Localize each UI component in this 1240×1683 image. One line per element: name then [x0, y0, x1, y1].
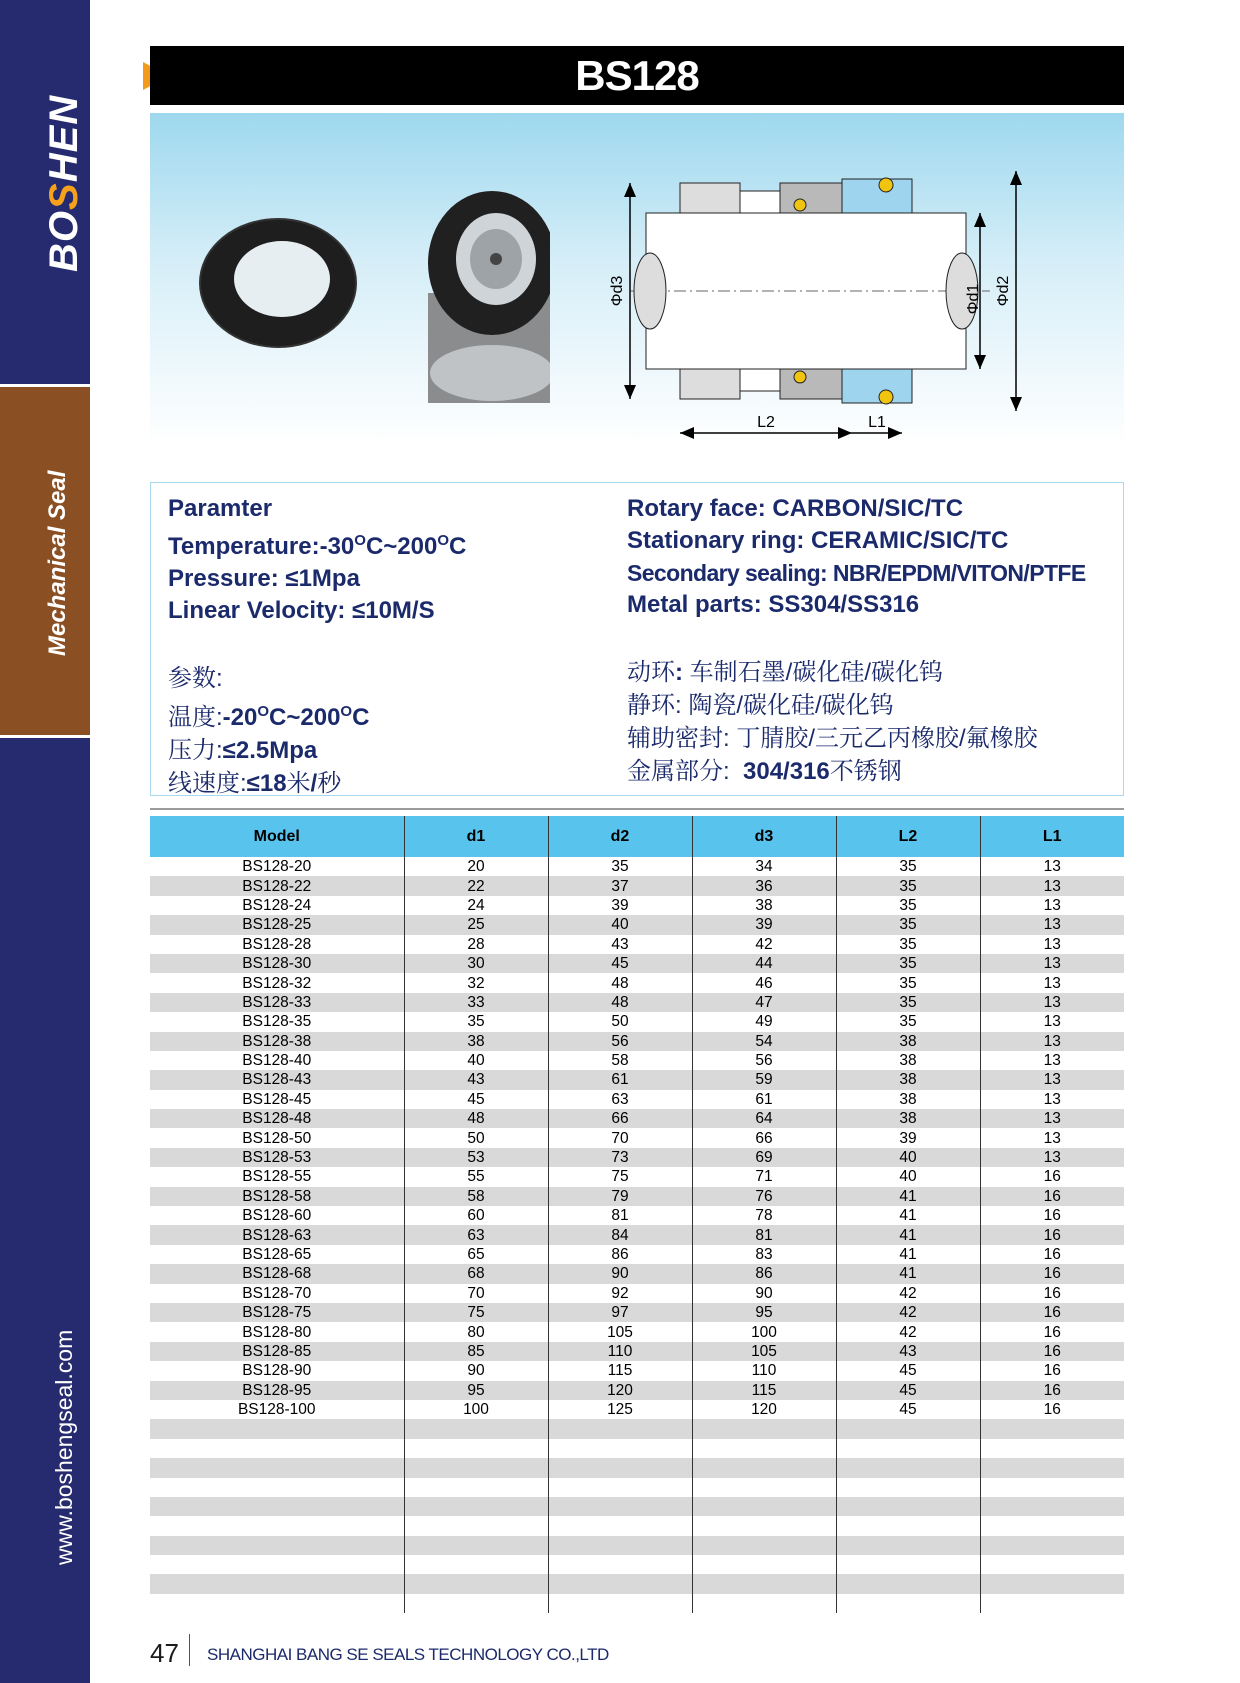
table-cell: 46	[692, 973, 836, 992]
blank-row	[150, 1594, 1124, 1613]
table-cell: 90	[692, 1284, 836, 1303]
table-row	[150, 935, 1124, 954]
table-row	[150, 1381, 1124, 1400]
table-cell: 115	[692, 1381, 836, 1400]
table-cell: 86	[548, 1245, 692, 1264]
table-cell: 38	[836, 1109, 980, 1128]
table-cell: 35	[836, 857, 980, 876]
table-cell: BS128-35	[242, 1013, 312, 1031]
table-cell: 125	[548, 1400, 692, 1419]
table-cell: 50	[404, 1128, 548, 1147]
table-row	[150, 1148, 1124, 1167]
table-cell: 66	[692, 1128, 836, 1147]
table-cell: 105	[548, 1322, 692, 1341]
table-cell: 16	[980, 1361, 1124, 1380]
table-cell: BS128-40	[242, 1052, 312, 1070]
parameters-box	[150, 482, 1124, 796]
table-cell: 55	[404, 1167, 548, 1186]
table-cell: 47	[692, 993, 836, 1012]
brand-text: BOSHEN	[42, 94, 86, 272]
table-row	[150, 1264, 1124, 1283]
table-cell: BS128-90	[242, 1362, 312, 1380]
table-row	[150, 1245, 1124, 1264]
product-image-panel	[150, 113, 1124, 446]
table-cell: 20	[404, 857, 548, 876]
table-cell: BS128-53	[150, 1148, 404, 1167]
table-cell: 13	[980, 954, 1124, 973]
param-pressure: Pressure: ≤1Mpa	[168, 565, 360, 592]
blank-row	[150, 1458, 1124, 1477]
table-row	[150, 1361, 1124, 1380]
table-cell: 45	[836, 1400, 980, 1419]
param-cn-pressure: 压力:≤2.5Mpa	[168, 737, 318, 764]
table-cell: 13	[980, 1128, 1124, 1147]
parameters-left	[168, 493, 466, 800]
table-cell: BS128-28	[242, 935, 312, 953]
table-cell: BS128-65	[242, 1246, 312, 1263]
table-cell: 61	[548, 1070, 692, 1089]
table-cell: BS128-68	[150, 1264, 404, 1283]
table-row	[150, 1167, 1124, 1186]
table-cell: 42	[692, 935, 836, 954]
table-cell: BS128-25	[150, 915, 404, 934]
table-cell: 90	[404, 1361, 548, 1380]
table-cell: 37	[548, 876, 692, 895]
table-cell: 16	[980, 1225, 1124, 1244]
label-l2: L2	[757, 414, 775, 431]
table-row	[150, 896, 1124, 915]
material-cn-secondary: 辅助密封: 丁腈胶/三元乙丙橡胶/氟橡胶	[627, 725, 1038, 752]
table-cell: BS128-55	[242, 1168, 312, 1186]
table-cell: 13	[980, 1109, 1124, 1128]
table-cell: 16	[980, 1245, 1124, 1264]
table-cell: 41	[836, 1264, 980, 1283]
label-l1: L1	[868, 414, 886, 431]
table-cell: 39	[692, 915, 836, 934]
table-cell: 40	[836, 1167, 980, 1186]
table-cell: 97	[548, 1303, 692, 1322]
param-cn-heading: 参数:	[168, 665, 223, 692]
table-row	[150, 1322, 1124, 1341]
table-cell: 24	[404, 896, 548, 915]
table-cell: 41	[836, 1187, 980, 1206]
table-cell: 61	[692, 1090, 836, 1109]
blank-row	[150, 1516, 1124, 1535]
table-cell: 92	[548, 1284, 692, 1303]
column-header: d1	[404, 816, 548, 857]
table-row	[150, 1284, 1124, 1303]
table-cell: 35	[836, 915, 980, 934]
table-cell: BS128-50	[242, 1129, 312, 1147]
website-link[interactable]: www.boshengseal.com	[51, 1329, 77, 1565]
divider	[150, 808, 1124, 810]
table-cell: 70	[548, 1128, 692, 1147]
table-cell: 38	[836, 1070, 980, 1089]
table-cell: 45	[404, 1090, 548, 1109]
table-cell: 13	[980, 1051, 1124, 1070]
param-velocity: Linear Velocity: ≤10M/S	[168, 597, 435, 624]
table-cell: 59	[692, 1070, 836, 1089]
table-cell: 16	[980, 1400, 1124, 1419]
table-row	[150, 876, 1124, 895]
table-cell: 35	[836, 973, 980, 992]
material-metal: Metal parts: SS304/SS316	[627, 591, 920, 618]
table-cell: BS128-24	[242, 896, 312, 914]
table-cell: 38	[836, 1051, 980, 1070]
table-body	[150, 857, 1124, 1613]
table-cell: 13	[980, 1070, 1124, 1089]
table-row	[150, 1400, 1124, 1419]
table-cell: 16	[980, 1381, 1124, 1400]
label-d1: Φd1	[965, 283, 982, 315]
table-row	[150, 954, 1124, 973]
table-row	[150, 1187, 1124, 1206]
table-cell: 40	[548, 915, 692, 934]
table-cell: 63	[404, 1225, 548, 1244]
section-label: Mechanical Seal	[44, 470, 71, 656]
blank-row	[150, 1497, 1124, 1516]
table-row	[150, 1051, 1124, 1070]
table-row	[150, 1090, 1124, 1109]
column-header: d3	[692, 816, 836, 857]
table-cell: BS128-58	[150, 1187, 404, 1206]
table-row	[150, 1032, 1124, 1051]
table-cell: 58	[404, 1187, 548, 1206]
table-cell: 48	[548, 993, 692, 1012]
table-cell: 38	[836, 1032, 980, 1051]
table-cell: 16	[980, 1187, 1124, 1206]
company-name: SHANGHAI BANG SE SEALS TECHNOLOGY CO.,LTD	[207, 1645, 609, 1664]
table-cell: 44	[692, 954, 836, 973]
table-cell: 90	[548, 1264, 692, 1283]
table-cell: 81	[548, 1206, 692, 1225]
product-photo	[190, 183, 550, 403]
table-cell: 42	[836, 1284, 980, 1303]
table-cell: 63	[548, 1090, 692, 1109]
table-cell: 84	[548, 1225, 692, 1244]
table-cell: 28	[404, 935, 548, 954]
table-cell: BS128-45	[242, 1090, 312, 1108]
table-cell: 13	[980, 1012, 1124, 1031]
param-temperature: $Temperature:-30^OC\sim 200^OC$	[168, 532, 467, 560]
table-cell: 35	[404, 1012, 548, 1031]
label-d3: Φd3	[609, 275, 626, 307]
page-number: 47	[150, 1638, 179, 1668]
table-cell: 100	[692, 1322, 836, 1341]
column-header: d2	[548, 816, 692, 857]
table-cell: 70	[404, 1284, 548, 1303]
table-cell: 76	[692, 1187, 836, 1206]
table-cell: 95	[404, 1381, 548, 1400]
table-cell: BS128-95	[150, 1381, 404, 1400]
material-stationary: Stationary ring: CERAMIC/SIC/TC	[627, 527, 1009, 554]
table-cell: 95	[692, 1303, 836, 1322]
table-cell: 38	[692, 896, 836, 915]
table-cell: 43	[548, 935, 692, 954]
material-cn-rotary: 动环: 车制石墨/碳化硅/碳化钨	[627, 659, 944, 686]
table-cell: 64	[692, 1109, 836, 1128]
table-cell: 75	[548, 1167, 692, 1186]
table-cell: 40	[404, 1051, 548, 1070]
table-cell: BS128-63	[150, 1225, 404, 1244]
table-cell: 25	[404, 915, 548, 934]
table-cell: 53	[404, 1148, 548, 1167]
table-cell: BS128-20	[242, 858, 312, 876]
table-cell: 35	[836, 954, 980, 973]
param-cn-temperature: 温度$:-20^OC\sim 200^OC$	[168, 703, 370, 731]
column-header: L2	[836, 816, 980, 857]
seal-drawing	[590, 143, 1050, 443]
table-cell: BS128-60	[242, 1207, 312, 1225]
table-row	[150, 1342, 1124, 1361]
table-cell: 35	[836, 993, 980, 1012]
table-cell: 105	[692, 1342, 836, 1361]
table-cell: 16	[980, 1322, 1124, 1341]
table-cell: BS128-30	[150, 954, 404, 973]
table-cell: BS128-80	[242, 1323, 312, 1341]
table-cell: 13	[980, 935, 1124, 954]
table-cell: 48	[548, 973, 692, 992]
material-cn-stationary: 静环: 陶瓷/碳化硅/碳化钨	[627, 692, 894, 719]
table-cell: 38	[404, 1032, 548, 1051]
table-cell: 80	[404, 1322, 548, 1341]
table-cell: 13	[980, 915, 1124, 934]
blank-row	[150, 1419, 1124, 1438]
table-cell: BS128-48	[150, 1109, 404, 1128]
table-cell: 42	[836, 1322, 980, 1341]
table-cell: 35	[836, 896, 980, 915]
table-cell: 13	[980, 857, 1124, 876]
table-header	[150, 816, 1124, 857]
table-cell: 50	[548, 1012, 692, 1031]
table-cell: 115	[548, 1361, 692, 1380]
table-row	[150, 1303, 1124, 1322]
brand-logo	[42, 95, 87, 272]
table-cell: 38	[836, 1090, 980, 1109]
material-rotary: Rotary face: CARBON/SIC/TC	[627, 495, 964, 522]
table-cell: BS128-85	[150, 1342, 404, 1361]
table-cell: 39	[548, 896, 692, 915]
table-cell: 16	[980, 1303, 1124, 1322]
table-cell: 71	[692, 1167, 836, 1186]
table-cell: 54	[692, 1032, 836, 1051]
table-cell: 66	[548, 1109, 692, 1128]
table-cell: 86	[692, 1264, 836, 1283]
table-cell: 35	[836, 876, 980, 895]
table-cell: 35	[836, 1012, 980, 1031]
table-cell: 42	[836, 1303, 980, 1322]
table-cell: 60	[404, 1206, 548, 1225]
table-cell: 35	[836, 935, 980, 954]
table-cell: 83	[692, 1245, 836, 1264]
table-cell: 35	[548, 857, 692, 876]
table-row	[150, 973, 1124, 992]
table-cell: 120	[692, 1400, 836, 1419]
table-row	[150, 1012, 1124, 1031]
blank-row	[150, 1555, 1124, 1574]
table-cell: 45	[836, 1361, 980, 1380]
table-cell: 110	[692, 1361, 836, 1380]
table-cell: BS128-22	[150, 876, 404, 895]
table-row	[150, 1206, 1124, 1225]
table-cell: 16	[980, 1284, 1124, 1303]
table-cell: 13	[980, 896, 1124, 915]
table-cell: 81	[692, 1225, 836, 1244]
table-cell: BS128-33	[150, 993, 404, 1012]
table-row	[150, 857, 1124, 876]
table-cell: 40	[836, 1148, 980, 1167]
material-cn-metal: 金属部分: 304/316不锈钢	[627, 758, 902, 785]
blank-row	[150, 1478, 1124, 1497]
table-cell: 79	[548, 1187, 692, 1206]
table-row	[150, 1070, 1124, 1089]
table-cell: 41	[836, 1206, 980, 1225]
table-cell: 13	[980, 1032, 1124, 1051]
table-cell: 100	[404, 1400, 548, 1419]
table-cell: 22	[404, 876, 548, 895]
table-row	[150, 1109, 1124, 1128]
table-cell: 16	[980, 1206, 1124, 1225]
label-d2: Φd2	[995, 275, 1012, 307]
table-cell: 16	[980, 1264, 1124, 1283]
table-cell: 48	[404, 1109, 548, 1128]
table-cell: 120	[548, 1381, 692, 1400]
table-cell: 36	[692, 876, 836, 895]
table-cell: 56	[548, 1032, 692, 1051]
spec-table	[150, 816, 1124, 1613]
blank-row	[150, 1439, 1124, 1458]
parameters-right	[627, 493, 1086, 788]
table-cell: 34	[692, 857, 836, 876]
table-cell: 58	[548, 1051, 692, 1070]
blank-row	[150, 1536, 1124, 1555]
table-cell: 32	[404, 973, 548, 992]
table-cell: 49	[692, 1012, 836, 1031]
table-cell: 30	[404, 954, 548, 973]
table-cell: 85	[404, 1342, 548, 1361]
table-cell: BS128-100	[237, 1401, 316, 1419]
table-cell: BS128-70	[242, 1284, 312, 1302]
table-row	[150, 993, 1124, 1012]
table-cell: 110	[548, 1342, 692, 1361]
table-cell: 16	[980, 1342, 1124, 1361]
table-cell: BS128-75	[150, 1303, 404, 1322]
table-cell: BS128-32	[242, 974, 312, 992]
table-cell: 13	[980, 973, 1124, 992]
table-cell: 45	[836, 1381, 980, 1400]
table-cell: 65	[404, 1245, 548, 1264]
table-row	[150, 1128, 1124, 1147]
table-cell: 41	[836, 1225, 980, 1244]
table-row	[150, 1225, 1124, 1244]
footer-divider	[189, 1634, 190, 1666]
table-cell: 13	[980, 1090, 1124, 1109]
table-cell: 43	[404, 1070, 548, 1089]
blank-row	[150, 1574, 1124, 1593]
table-cell: 41	[836, 1245, 980, 1264]
table-cell: 73	[548, 1148, 692, 1167]
table-cell: 33	[404, 993, 548, 1012]
column-header: L1	[980, 816, 1124, 857]
table-row	[150, 915, 1124, 934]
table-cell: 75	[404, 1303, 548, 1322]
table-cell: 45	[548, 954, 692, 973]
table-cell: 68	[404, 1264, 548, 1283]
table-cell: BS128-43	[150, 1070, 404, 1089]
table-cell: 13	[980, 1148, 1124, 1167]
table-cell: 69	[692, 1148, 836, 1167]
material-secondary: Secondary sealing: NBR/EPDM/VITON/PTFE	[627, 560, 1086, 586]
table-cell: 56	[692, 1051, 836, 1070]
column-header: Model	[150, 816, 404, 857]
page-title: BS128	[150, 46, 1124, 105]
param-heading: Paramter	[168, 495, 273, 522]
table-cell: 13	[980, 876, 1124, 895]
table-cell: 39	[836, 1128, 980, 1147]
param-cn-velocity: 线速度:≤18米/秒	[168, 770, 342, 797]
table-cell: BS128-38	[150, 1032, 404, 1051]
table-cell: 43	[836, 1342, 980, 1361]
table-cell: 16	[980, 1167, 1124, 1186]
table-cell: 13	[980, 993, 1124, 1012]
table-cell: 78	[692, 1206, 836, 1225]
